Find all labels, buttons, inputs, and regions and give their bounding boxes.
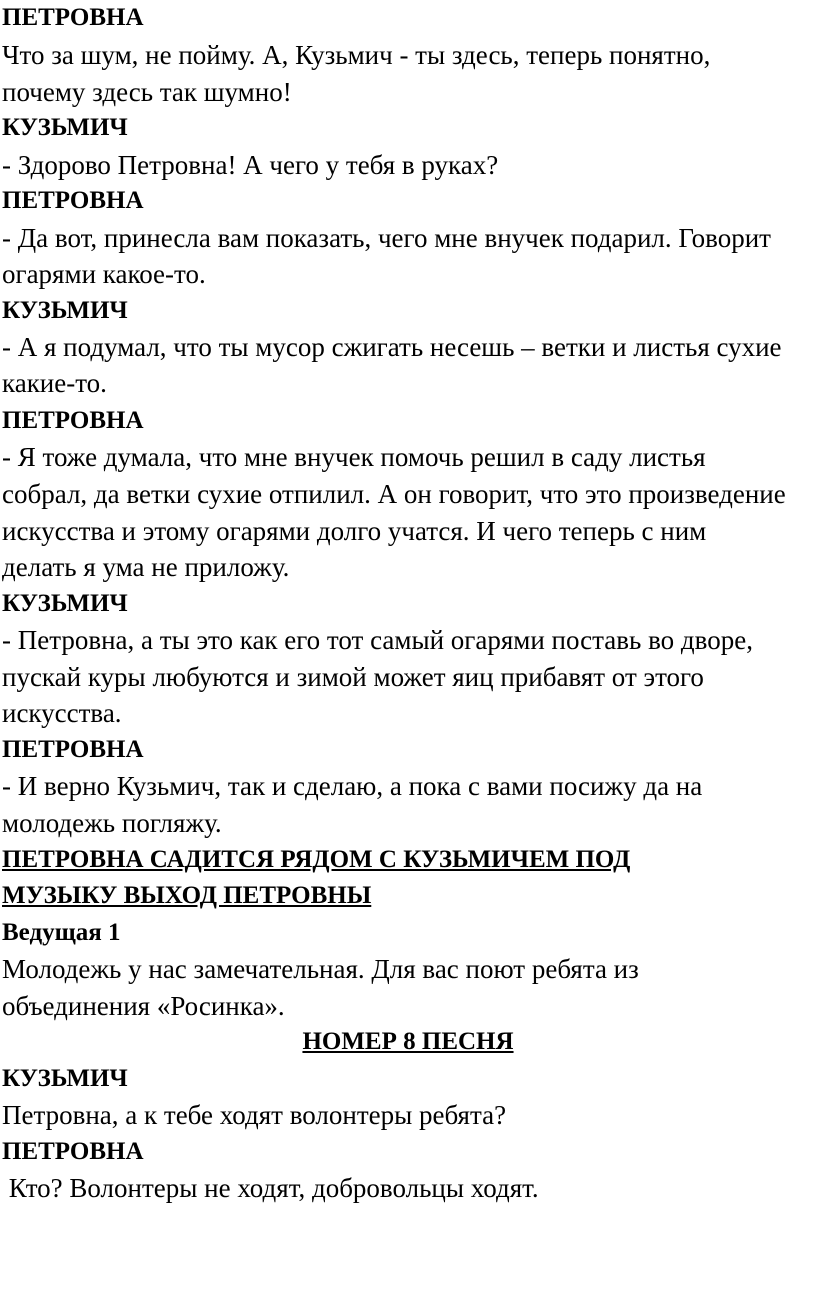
dialogue-line: пускай куры любуются и зимой может яиц прибавят от этого <box>2 662 704 692</box>
dialogue-line: делать я ума не приложу. <box>2 552 290 582</box>
speaker-petrovna: ПЕТРОВНА <box>2 736 144 763</box>
stage-direction: ПЕТРОВНА САДИТСЯ РЯДОМ С КУЗЬМИЧЕМ ПОД <box>2 846 631 873</box>
speaker-petrovna: ПЕТРОВНА <box>2 187 144 214</box>
stage-direction: МУЗЫКУ ВЫХОД ПЕТРОВНЫ <box>2 882 372 909</box>
dialogue-line: какие-то. <box>2 368 107 398</box>
dialogue-line: молодежь погляжу. <box>2 808 222 838</box>
dialogue-line: собрал, да ветки сухие отпилил. А он говорит, что это произведение <box>2 479 786 509</box>
dialogue-line: - Здорово Петровна! А чего у тебя в руках? <box>2 150 499 180</box>
speaker-kuzmich: КУЗЬМИЧ <box>2 114 128 141</box>
dialogue-line: почему здесь так шумно! <box>2 77 292 107</box>
dialogue-line: искусства и этому огарями долго учатся. И чего теперь с ним <box>2 516 707 546</box>
dialogue-line: Петровна, а к тебе ходят волонтеры ребята? <box>2 1100 507 1130</box>
dialogue-line: искусства. <box>2 698 122 728</box>
dialogue-line: объединения «Росинка». <box>2 991 285 1021</box>
dialogue-line: огарями какое-то. <box>2 259 206 289</box>
dialogue-line: - Да вот, принесла вам показать, чего мне внучек подарил. Говорит <box>2 223 771 253</box>
speaker-petrovna: ПЕТРОВНА <box>2 407 144 434</box>
dialogue-line: Кто? Волонтеры не ходят, добровольцы ходят. <box>2 1173 539 1203</box>
dialogue-line: Молодежь у нас замечательная. Для вас поют ребята из <box>2 954 639 984</box>
number-heading: НОМЕР 8 ПЕСНЯ <box>302 1028 514 1055</box>
dialogue-line: - И верно Кузьмич, так и сделаю, а пока с вами посижу да на <box>2 771 703 801</box>
speaker-host: Ведущая 1 <box>2 919 121 946</box>
dialogue-line: - Петровна, а ты это как его тот самый огарями поставь во дворе, <box>2 625 753 655</box>
speaker-petrovna: ПЕТРОВНА <box>2 4 144 31</box>
speaker-petrovna: ПЕТРОВНА <box>2 1138 144 1165</box>
speaker-kuzmich: КУЗЬМИЧ <box>2 590 128 617</box>
dialogue-line: Что за шум, не пойму. А, Кузьмич - ты здесь, теперь понятно, <box>2 40 711 70</box>
speaker-kuzmich: КУЗЬМИЧ <box>2 297 128 324</box>
speaker-kuzmich: КУЗЬМИЧ <box>2 1065 128 1092</box>
dialogue-line: - Я тоже думала, что мне внучек помочь решил в саду листья <box>2 442 706 472</box>
dialogue-line: - А я подумал, что ты мусор сжигать несешь – ветки и листья сухие <box>2 332 782 362</box>
